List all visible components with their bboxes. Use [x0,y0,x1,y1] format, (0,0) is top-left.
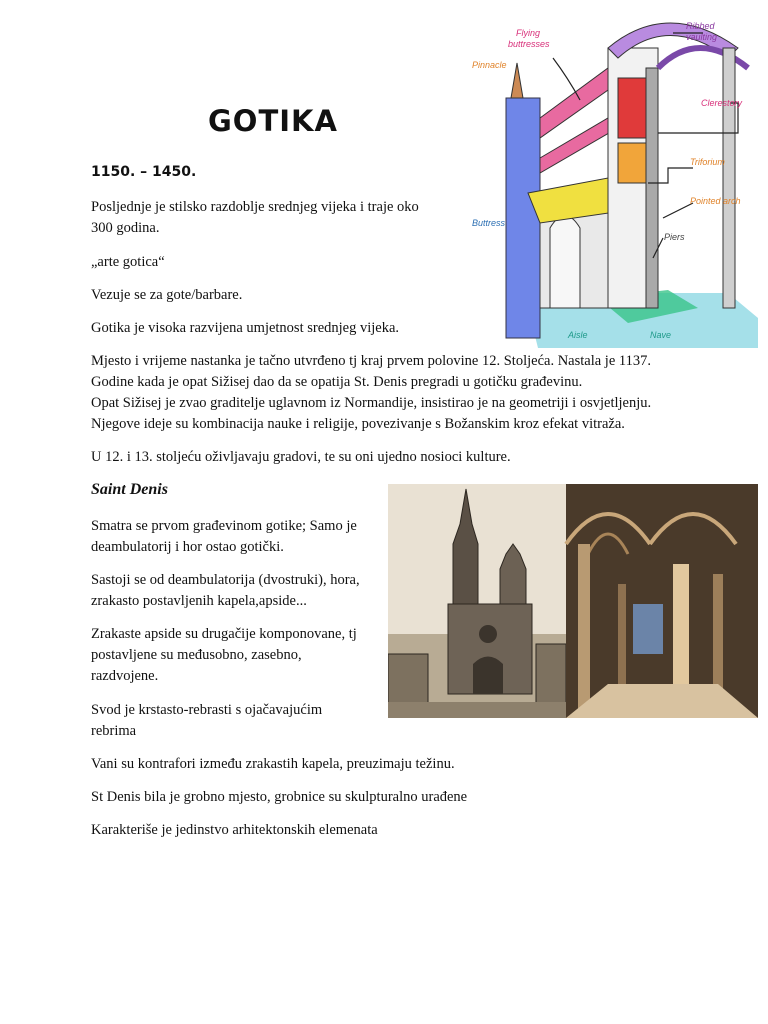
origin-line-3: Opat Sižisej je zvao graditelje uglavnom iz Normandije, insistirao je na geometriji i osvjetljenju. [91,395,652,411]
label-nave: Nave [650,330,672,340]
closing-paragraph-2: St Denis bila je grobno mjesto, grobnice su skulpturalno urađene [91,789,468,805]
label-buttress: Buttress [472,218,506,228]
label-clerestory: Clerestory [701,98,743,108]
section-heading-saint-denis: Saint Denis [91,481,168,498]
origin-line-2: Godine kada je opat Sižisej dao da se opatija St. Denis pregradi u gotičku građevinu. [91,374,583,390]
cities-paragraph: U 12. i 13. stoljeću oživljavaju gradovi, te su oni ujedno nosioci kulture. [91,449,511,465]
intro-paragraph-3: Vezuje se za gote/barbare. [91,287,243,303]
saint-denis-point-3: Zrakaste apside su drugačije komponovane, tj postavljene su međusobno, zasebno, razdvojene. [91,626,357,684]
origin-line-4: Njegove ideje su kombinacija nauke i religije, povezivanje s Božanskim kroz efekat vitraža. [91,416,625,432]
saint-denis-point-1: Smatra se prvom građevinom gotike; Samo je deambulatorij i hor ostao gotički. [91,518,357,555]
label-vaulting: vaulting [686,32,718,42]
closing-paragraph-1: Vani su kontrafori između zrakastih kapela, preuzimaju težinu. [91,756,455,772]
intro-paragraph-4: Gotika je visoka razvijena umjetnost srednjeg vijeka. [91,320,400,336]
saint-denis-point-4: Svod je krstasto-rebrasti s ojačavajućim rebrima [91,702,323,739]
saint-denis-interior-photo [566,484,758,718]
label-ribbed: Ribbed [686,21,715,31]
origin-paragraph [91,351,731,435]
intro-paragraph-1: Posljednje je stilsko razdoblje srednjeg vijeka i traje oko 300 godina. [91,199,419,236]
label-flying: Flying [516,28,541,38]
label-aisle: Aisle [568,330,588,340]
label-piers: Piers [664,232,685,242]
label-triforium: Triforium [690,157,725,167]
saint-denis-point-2: Sastoji se od deambulatorija (dvostruki), hora, zrakasto postavljenih kapela,apside... [91,572,360,609]
saint-denis-exterior-engraving [388,484,566,718]
period-dates: 1150. – 1450. [91,164,197,180]
label-buttresses: buttresses [508,39,550,49]
closing-paragraph-3: Karakteriše je jedinstvo arhitektonskih elemenata [91,822,378,838]
label-pinnacle: Pinnacle [472,60,507,70]
intro-paragraph-2: „arte gotica“ [91,254,165,270]
page-title: GOTIKA [208,104,338,138]
label-pointed-arch: Pointed arch [690,196,741,206]
saint-denis-images [388,484,758,718]
origin-line-1: Mjesto i vrijeme nastanka je tačno utvrđeno tj kraj prvem polovine 12. Stoljeća. Nastala je 1137. [91,353,651,369]
gothic-cross-section-diagram [468,8,758,348]
